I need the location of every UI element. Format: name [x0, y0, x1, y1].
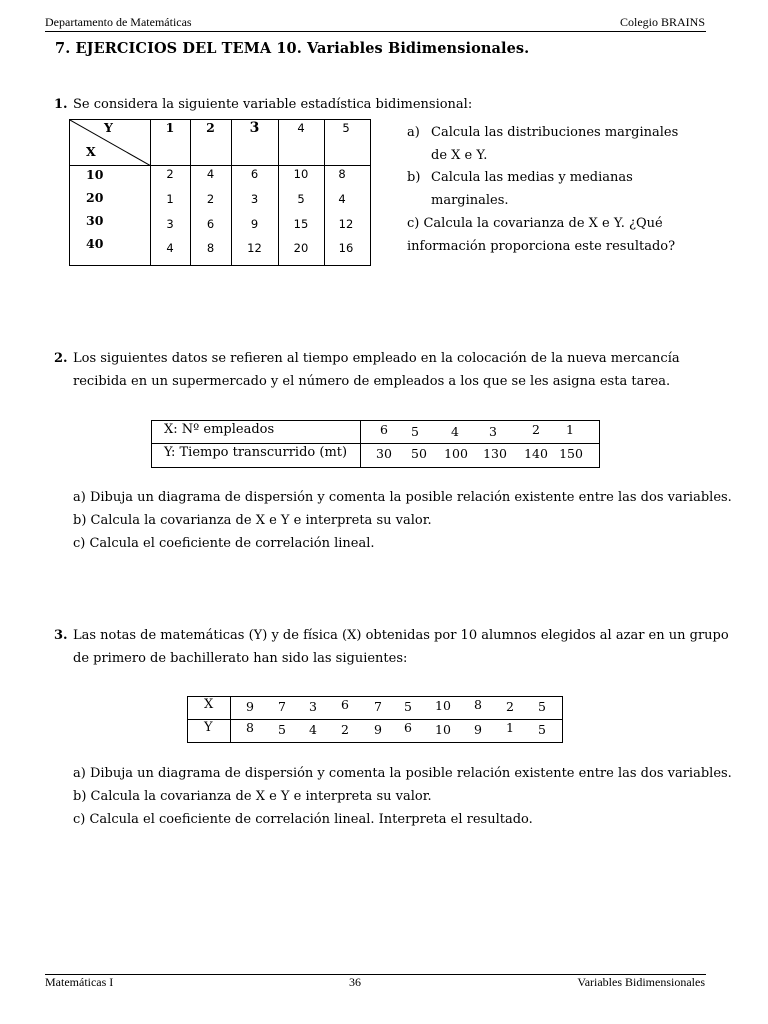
ex1-qc-line1: c) Calcula la covarianza de X e Y. ¿Qué: [407, 216, 663, 231]
ex2-qa: a) Dibuja un diagrama de dispersión y comenta la posible relación existente entre las dos variables.: [73, 490, 732, 505]
ex3-x-value: 7: [278, 699, 286, 714]
table-cell: 4: [338, 192, 346, 206]
header-school: Colegio BRAINS: [619, 15, 705, 29]
ex3-y-value: 5: [278, 722, 286, 737]
ex3-x-label: X: [204, 697, 214, 712]
table-cell: 9: [250, 217, 259, 231]
ex2-x-value: 1: [566, 422, 574, 437]
header-row-rule: [70, 165, 370, 166]
ex2-y-value: 150: [559, 446, 583, 461]
table-cell: 16: [338, 241, 354, 255]
y-value: 3: [249, 120, 260, 136]
ex2-table: [151, 420, 600, 468]
ex2-qc: c) Calcula el coeficiente de correlación lineal.: [73, 536, 375, 551]
table-cell: 20: [293, 241, 309, 255]
ex3-x-value: 2: [506, 699, 514, 714]
table-cell: 15: [293, 217, 309, 231]
ex3-x-value: 6: [341, 697, 349, 712]
ex3-qc: c) Calcula el coeficiente de correlación lineal. Interpreta el resultado.: [73, 812, 533, 827]
footer-page-number: 36: [349, 975, 361, 989]
table-cell: 3: [250, 192, 259, 206]
table-x-label: X: [86, 144, 96, 159]
ex3-y-value: 4: [309, 722, 317, 737]
table-cell: 6: [206, 217, 215, 231]
ex1-table: [69, 119, 371, 266]
ex1-number: 1.: [54, 97, 68, 112]
table-cell: 6: [250, 167, 259, 181]
ex2-y-value: 130: [483, 446, 507, 461]
header-rule: [45, 31, 706, 32]
table-cell: 12: [247, 241, 262, 255]
ex3-y-label: Y: [204, 720, 213, 735]
ex1-qb-line2: marginales.: [431, 193, 509, 208]
x-value: 30: [86, 213, 104, 228]
ex3-line1: Las notas de matemáticas (Y) y de física (X) obtenidas por 10 alumnos elegidos al azar en un grupo: [73, 628, 729, 643]
ex3-y-value: 6: [404, 720, 412, 735]
ex2-y-value: 100: [444, 446, 468, 461]
ex1-qb-line1: Calcula las medias y medianas: [431, 170, 633, 185]
ex2-qb: b) Calcula la covarianza de X e Y e interpreta su valor.: [73, 513, 432, 528]
table-cell: 3: [166, 217, 174, 231]
table-cell: 8: [338, 167, 346, 181]
table-cell: 10: [293, 167, 309, 181]
ex1-qa-line2: de X e Y.: [431, 148, 488, 163]
ex3-y-value: 2: [341, 722, 349, 737]
ex2-y-value: 140: [524, 446, 548, 461]
ex1-qc-line2: información proporciona este resultado?: [407, 239, 676, 254]
ex2-y-label: Y: Tiempo transcurrido (mt): [164, 445, 348, 460]
footer-subject: Matemáticas I: [45, 975, 114, 989]
ex3-x-value: 8: [474, 697, 482, 712]
ex3-y-value: 8: [246, 720, 254, 735]
y-value: 2: [206, 120, 215, 135]
ex1-qb-marker: b): [407, 170, 421, 185]
ex2-x-value: 6: [380, 422, 388, 437]
y-value: 5: [342, 121, 350, 135]
ex1-qa-line1: Calcula las distribuciones marginales: [431, 125, 679, 140]
ex3-x-value: 9: [246, 699, 254, 714]
table-cell: 12: [338, 217, 354, 231]
x-value: 40: [86, 236, 104, 251]
ex3-x-value: 5: [538, 699, 546, 714]
ex3-y-value: 10: [435, 722, 451, 737]
ex2-number: 2.: [54, 351, 68, 366]
ex3-x-value: 10: [435, 698, 451, 713]
ex3-x-value: 7: [374, 699, 382, 714]
ex3-number: 3.: [54, 628, 68, 643]
ex2-x-value: 4: [451, 424, 459, 439]
table-cell: 4: [206, 167, 215, 181]
ex2-x-value: 2: [532, 422, 540, 437]
table-cell: 8: [206, 241, 215, 255]
ex3-line2: de primero de bachillerato han sido las siguientes:: [73, 651, 408, 666]
ex3-y-value: 1: [506, 720, 514, 735]
ex2-x-label: X: Nº empleados: [164, 422, 275, 437]
y-value: 4: [297, 121, 305, 135]
table-cell: 5: [297, 192, 305, 206]
footer-topic: Variables Bidimensionales: [577, 975, 705, 989]
ex3-table: [187, 696, 563, 743]
header-department: Departamento de Matemáticas: [45, 15, 192, 29]
ex1-qa-marker: a): [407, 125, 420, 140]
ex3-qa: a) Dibuja un diagrama de dispersión y comenta la posible relación existente entre las dos variables.: [73, 766, 732, 781]
ex1-statement: Se considera la siguiente variable estadística bidimensional:: [73, 97, 473, 112]
ex3-x-value: 3: [309, 699, 317, 714]
ex2-y-value: 30: [376, 446, 392, 461]
table-cell: 2: [166, 167, 174, 181]
y-value: 1: [165, 120, 175, 135]
ex2-line1: Los siguientes datos se refieren al tiempo empleado en la colocación de la nueva mercancía: [73, 351, 680, 366]
page-title: 7. EJERCICIOS DEL TEMA 10. Variables Bidimensionales.: [55, 40, 530, 57]
ex3-qb: b) Calcula la covarianza de X e Y e interpreta su valor.: [73, 789, 432, 804]
table-cell: 2: [206, 192, 215, 206]
ex2-line2: recibida en un supermercado y el número de empleados a los que se les asigna esta tarea.: [73, 374, 671, 389]
table-cell: 4: [166, 241, 174, 255]
ex2-x-value: 3: [489, 424, 497, 439]
x-value: 20: [86, 190, 104, 205]
ex3-y-value: 9: [374, 722, 382, 737]
ex3-y-value: 5: [538, 722, 546, 737]
ex3-x-value: 5: [404, 699, 412, 714]
table-cell: 1: [166, 192, 174, 206]
x-value: 10: [86, 167, 104, 182]
table-y-label: Y: [104, 120, 113, 135]
ex2-y-value: 50: [411, 446, 427, 461]
ex3-y-value: 9: [474, 722, 482, 737]
ex2-x-value: 5: [411, 424, 419, 439]
